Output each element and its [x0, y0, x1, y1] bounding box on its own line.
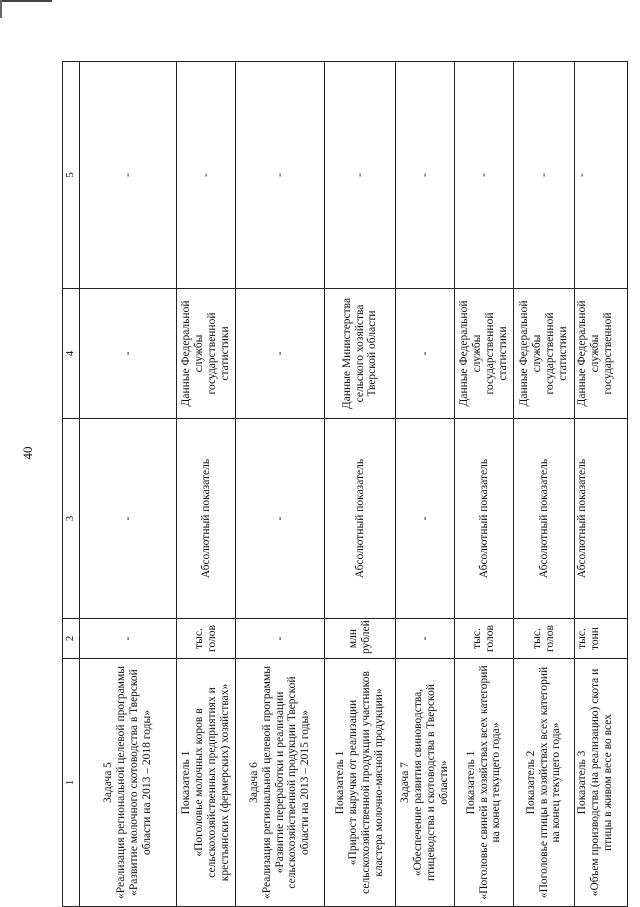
table-row-indicator: [177, 62, 236, 907]
scan-edge-top: [0, 0, 52, 2]
row-text: «Поголовье свиней в хозяйствах всех категорий на конец текущего года»: [477, 665, 503, 900]
scan-edge-left: [0, 0, 2, 18]
row-text: «Реализация региональной целевой программы «Развитие молочного скотоводства в Тверской области на 2013 – 2018 годы»: [115, 666, 153, 899]
row-heading: Показатель 3: [576, 750, 588, 815]
table-row-indicator: [325, 62, 396, 907]
cell-description: [514, 659, 575, 907]
row-heading: Задача 6: [247, 762, 260, 803]
cell-description: [236, 659, 325, 907]
table-row-indicator: [575, 62, 628, 907]
row-text: «Поголовье молочных коров в сельскохозяйственных предприятиях и крестьянских (фермерских) хозяйствах»: [193, 683, 231, 882]
cell-col5: -: [575, 62, 628, 289]
cell-unit: млн рублей: [325, 619, 396, 659]
row-heading: Задача 7: [399, 762, 412, 803]
cell-type: Абсолютный показатель: [514, 419, 575, 619]
cell-description: [80, 659, 177, 907]
cell-unit: тыс. тонн: [575, 619, 628, 659]
row-heading: Показатель 1: [334, 750, 347, 815]
cell-description: [325, 659, 396, 907]
cell-source: Данные Федеральной службы государственной статистики: [177, 289, 236, 419]
header-cell-3: 3: [63, 419, 80, 619]
row-text: «Прирост выручки от реализации сельскохозяйственной продукции участников кластера молочно-мясной продукции»: [347, 671, 385, 894]
row-text: «Объем производства (на реализацию) скота и птицы в живом весе во всех: [588, 668, 614, 897]
table-viewport: [62, 62, 614, 907]
cell-description: [575, 659, 628, 907]
table-row-task-7: [396, 62, 455, 907]
cell-unit: -: [396, 619, 455, 659]
cell-col5: -: [396, 62, 455, 289]
cell-col5: -: [325, 62, 396, 289]
row-heading: Задача 5: [102, 762, 115, 803]
cell-type: -: [396, 419, 455, 619]
cell-col5: -: [514, 62, 575, 289]
cell-description: [396, 659, 455, 907]
row-heading: Показатель 1: [180, 750, 193, 815]
cell-col5: -: [236, 62, 325, 289]
cell-source: Данные Федеральной службы государственной статистики: [455, 289, 514, 419]
cell-source: Данные Министерства сельского хозяйства Тверской области: [325, 289, 396, 419]
cell-unit: тыс. голов: [455, 619, 514, 659]
cell-type: Абсолютный показатель: [177, 419, 236, 619]
cell-description: [177, 659, 236, 907]
row-text: «Обеспечение развития свиноводства, птицеводства и скотоводства в Тверской области»: [412, 684, 450, 881]
cell-source: -: [236, 289, 325, 419]
cell-description: [455, 659, 514, 907]
row-text: «Поголовье птицы в хозяйствах всех категорий на конец текущего года»: [537, 666, 563, 899]
table-row-task-6: [236, 62, 325, 907]
indicators-table: [62, 61, 628, 907]
cell-unit: -: [80, 619, 177, 659]
cell-type: -: [236, 419, 325, 619]
cell-source: -: [80, 289, 177, 419]
table-row-indicator: [514, 62, 575, 907]
header-cell-2: 2: [63, 619, 80, 659]
cell-unit: тыс. голов: [177, 619, 236, 659]
cell-col5: -: [177, 62, 236, 289]
cell-col5: -: [455, 62, 514, 289]
row-heading: Показатель 2: [524, 750, 537, 815]
cell-source: Данные Федеральной службы государственной статистики: [514, 289, 575, 419]
header-cell-1: 1: [63, 659, 80, 907]
cell-unit: -: [236, 619, 325, 659]
cell-type: -: [80, 419, 177, 619]
cell-type: Абсолютный показатель: [325, 419, 396, 619]
cell-col5: -: [80, 62, 177, 289]
table-row-indicator: [455, 62, 514, 907]
rotated-page: [62, 62, 614, 907]
cell-type: Абсолютный показатель: [575, 419, 628, 619]
table-row-task-5: [80, 62, 177, 907]
header-cell-4: 4: [63, 289, 80, 419]
row-heading: Показатель 1: [464, 750, 477, 815]
cell-source: -: [396, 289, 455, 419]
row-text: «Реализация региональной целевой программы «Развитие переработки и реализации сельскохозяйственной продукции Тверской области на 2013 – 2015 годы»: [260, 666, 312, 899]
cell-source: Данные Федеральной службы государственной: [575, 289, 628, 419]
header-cell-5: 5: [63, 62, 80, 289]
cell-type: Абсолютный показатель: [455, 419, 514, 619]
header-row: [63, 62, 80, 907]
page-number: 40: [20, 446, 35, 460]
cell-unit: тыс. голов: [514, 619, 575, 659]
